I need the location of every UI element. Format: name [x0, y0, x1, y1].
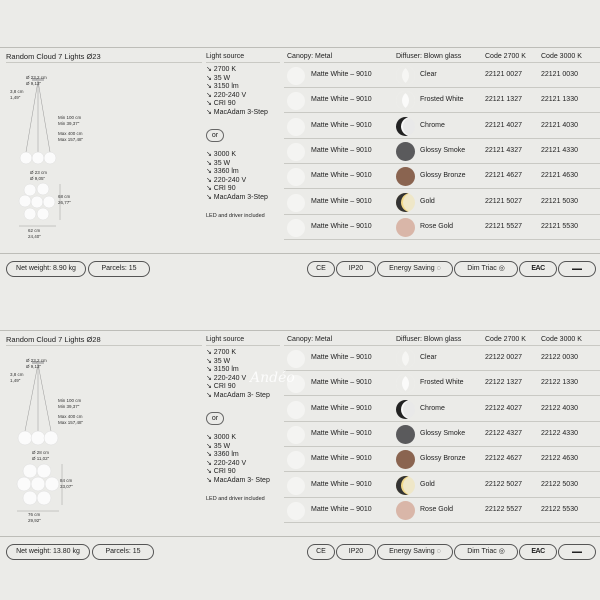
- ce-badge: CE: [307, 261, 335, 277]
- dim-triac-label: Dim Triac: [467, 548, 497, 555]
- dimmer-icon: ◎: [498, 548, 505, 555]
- header-light-source: Light source: [206, 336, 245, 343]
- led-note: LED and driver included: [206, 496, 265, 502]
- lamp-drawing-icon: [16, 345, 76, 515]
- spec-line: ↘ 3150 lm: [206, 83, 239, 91]
- footer-rule: [0, 536, 600, 537]
- diffuser-finish: Frosted White: [420, 96, 464, 104]
- spec-line: ↘ 220-240 V: [206, 374, 247, 382]
- header-code-2700: Code 2700 K: [485, 336, 526, 343]
- led-note: LED and driver included: [206, 213, 265, 219]
- dim-canopy-height: 3,8 cm 1,49": [10, 89, 24, 100]
- table-row: [284, 498, 600, 523]
- diffuser-finish: Glossy Smoke: [420, 429, 466, 437]
- code-3000: 22122 5530: [541, 505, 578, 513]
- section-top-rule: [0, 47, 600, 48]
- canopy-finish: Matte White – 9010: [311, 354, 372, 361]
- diffuser-swatch: [396, 66, 415, 85]
- diffuser-swatch: [396, 400, 415, 419]
- dim-canopy-height: 3,8 cm 1,49": [10, 372, 24, 383]
- diffuser-finish: Glossy Bronze: [420, 172, 466, 180]
- canopy-finish: Matte White – 9010: [311, 379, 372, 387]
- product-section-2: [0, 283, 600, 555]
- table-row: [284, 88, 600, 113]
- canopy-swatch: [287, 350, 305, 368]
- spec-line: ↘ CRI 90: [206, 185, 236, 193]
- spec-line: ↘ 3360 lm: [206, 451, 239, 459]
- header-canopy: Canopy: Metal: [287, 53, 333, 60]
- diffuser-finish: Clear: [420, 71, 437, 78]
- canopy-finish: Matte White – 9010: [311, 480, 372, 488]
- code-3000: 22121 4030: [541, 121, 578, 129]
- ce-badge: CE: [307, 544, 335, 560]
- canopy-swatch: [287, 426, 305, 444]
- spec-line: ↘ 3360 lm: [206, 168, 239, 176]
- eac-icon: EAC: [531, 265, 545, 272]
- header-diffuser: Diffuser: Blown glass: [396, 336, 462, 343]
- dimmer-icon: ◎: [498, 265, 505, 272]
- header-diffuser: Diffuser: Blown glass: [396, 53, 462, 60]
- header-light-source: Light source: [206, 53, 245, 60]
- spec-line: ↘ MacAdam 3- Step: [206, 391, 270, 399]
- energy-saving-label: Energy Saving: [389, 265, 435, 272]
- canopy-swatch: [287, 194, 305, 212]
- code-2700: 22121 5027: [485, 197, 522, 205]
- spec-line: ↘ 220-240 V: [206, 176, 247, 184]
- table-row: [284, 422, 600, 447]
- dim-height: 68 cm 26,77": [58, 194, 71, 205]
- row-rule: [284, 239, 600, 240]
- dim-sphere: Ø 23 cm Ø 9,05": [30, 170, 48, 181]
- dim-triac-label: Dim Triac: [467, 265, 497, 272]
- code-2700: 22121 4327: [485, 146, 522, 154]
- spec-line: ↘ MacAdam 3-Step: [206, 108, 268, 116]
- light-source-2700: [206, 66, 268, 118]
- diffuser-swatch: [396, 349, 415, 368]
- ip20-badge: IP20: [336, 261, 376, 277]
- code-2700: 22121 4627: [485, 172, 522, 180]
- spec-line: ↘ 35 W: [206, 357, 231, 365]
- canopy-finish: Matte White – 9010: [311, 222, 372, 230]
- code-2700: 22121 4027: [485, 121, 522, 129]
- table-row: [284, 473, 600, 498]
- code-2700: 22122 4327: [485, 429, 522, 437]
- dim-triac-badge: [454, 261, 518, 277]
- product-title: Random Cloud 7 Lights Ø28: [6, 335, 101, 344]
- code-3000: 22121 5530: [541, 222, 578, 230]
- dim-max: Max 400 cm Max 157,48": [58, 131, 84, 142]
- table-row: [284, 447, 600, 472]
- lamp-drawing-icon: [16, 62, 76, 232]
- diffuser-finish: Gold: [420, 480, 435, 488]
- canopy-swatch: [287, 143, 305, 161]
- canopy-finish: Matte White – 9010: [311, 146, 372, 154]
- diffuser-swatch: [396, 476, 415, 495]
- code-3000: 22122 0030: [541, 354, 578, 361]
- footer-rule: [0, 253, 600, 254]
- watermark: Andéo: [250, 370, 295, 386]
- product-title: Random Cloud 7 Lights Ø23: [6, 52, 101, 61]
- diffuser-swatch: [396, 167, 415, 186]
- canopy-swatch: [287, 92, 305, 110]
- header-code-3000: Code 3000 K: [541, 336, 582, 343]
- diffuser-finish: Chrome: [420, 404, 445, 412]
- table-row: [284, 371, 600, 396]
- code-3000: 22122 5030: [541, 480, 578, 488]
- code-2700: 22122 4627: [485, 455, 522, 463]
- light-source-3000: [206, 151, 268, 203]
- code-3000: 22122 1330: [541, 379, 578, 387]
- canopy-finish: Matte White – 9010: [311, 172, 372, 180]
- code-3000: 22121 4630: [541, 172, 578, 180]
- weee-icon: ▬▬: [572, 549, 582, 555]
- code-3000: 22122 4030: [541, 404, 578, 412]
- canopy-finish: Matte White – 9010: [311, 96, 372, 104]
- code-2700: 22122 5527: [485, 505, 522, 513]
- product-section-1: [0, 0, 600, 272]
- eac-badge: [519, 544, 557, 560]
- spec-line: ↘ 220-240 V: [206, 459, 247, 467]
- spec-line: ↘ 3000 K: [206, 151, 236, 158]
- dim-diameter-top: Ø 23,2 cm Ø 9,13": [26, 358, 47, 369]
- canopy-finish: Matte White – 9010: [311, 505, 372, 513]
- spec-line: ↘ 3150 lm: [206, 366, 239, 374]
- parcels-badge: Parcels: 15: [88, 261, 150, 277]
- canopy-swatch: [287, 67, 305, 85]
- spec-line: ↘ MacAdam 3- Step: [206, 476, 270, 484]
- code-2700: 22122 1327: [485, 379, 522, 387]
- diffuser-swatch: [396, 425, 415, 444]
- code-3000: 22121 4330: [541, 146, 578, 154]
- diffuser-swatch: [396, 218, 415, 237]
- table-row: [284, 63, 600, 88]
- row-rule: [284, 522, 600, 523]
- weee-badge: [558, 261, 596, 277]
- code-3000: 22122 4630: [541, 455, 578, 463]
- spec-line: ↘ 35 W: [206, 442, 231, 450]
- spec-line: ↘ 2700 K: [206, 66, 236, 73]
- table-row: [284, 397, 600, 422]
- diffuser-swatch: [396, 91, 415, 110]
- code-2700: 22122 4027: [485, 404, 522, 412]
- spec-line: ↘ 2700 K: [206, 349, 236, 356]
- diffuser-swatch: [396, 450, 415, 469]
- diffuser-finish: Frosted White: [420, 379, 464, 387]
- dim-max: Max 400 cm Max 157,48": [58, 414, 84, 425]
- spec-line: ↘ 220-240 V: [206, 91, 247, 99]
- canopy-finish: Matte White – 9010: [311, 71, 372, 78]
- canopy-swatch: [287, 502, 305, 520]
- net-weight-badge: Net weight: 8.90 kg: [6, 261, 86, 277]
- eac-icon: EAC: [531, 548, 545, 555]
- spec-line: ↘ 35 W: [206, 74, 231, 82]
- diffuser-finish: Chrome: [420, 121, 445, 129]
- table-row: [284, 114, 600, 139]
- canopy-swatch: [287, 118, 305, 136]
- canopy-finish: Matte White – 9010: [311, 121, 372, 129]
- diffuser-finish: Glossy Smoke: [420, 146, 466, 154]
- diffuser-finish: Gold: [420, 197, 435, 205]
- table-row: [284, 346, 600, 371]
- ip20-badge: IP20: [336, 544, 376, 560]
- canopy-swatch: [287, 477, 305, 495]
- table-row: [284, 139, 600, 164]
- bulb-icon: ◌: [436, 265, 441, 272]
- spec-line: ↘ CRI 90: [206, 468, 236, 476]
- dim-diameter-top: Ø 23,2 cm Ø 9,13": [26, 75, 47, 86]
- table-row: [284, 190, 600, 215]
- or-badge: or: [206, 412, 224, 425]
- table-row: [284, 164, 600, 189]
- table-row: [284, 215, 600, 240]
- dim-height: 84 cm 33,07": [60, 478, 73, 489]
- light-source-3000: [206, 434, 270, 486]
- dim-width: 62 cm 24,40": [28, 228, 41, 239]
- dim-sphere: Ø 28 cm Ø 11,02": [32, 450, 50, 461]
- canopy-swatch: [287, 168, 305, 186]
- canopy-finish: Matte White – 9010: [311, 404, 372, 412]
- diffuser-swatch: [396, 374, 415, 393]
- code-3000: 22121 5030: [541, 197, 578, 205]
- spec-line: ↘ CRI 90: [206, 383, 236, 391]
- eac-badge: [519, 261, 557, 277]
- code-2700: 22121 5527: [485, 222, 522, 230]
- diffuser-swatch: [396, 501, 415, 520]
- weee-icon: ▬▬: [572, 266, 582, 272]
- diffuser-finish: Rose Gold: [420, 222, 454, 230]
- canopy-swatch: [287, 401, 305, 419]
- canopy-swatch: [287, 451, 305, 469]
- canopy-finish: Matte White – 9010: [311, 197, 372, 205]
- diffuser-swatch: [396, 193, 415, 212]
- spec-line: ↘ 35 W: [206, 159, 231, 167]
- light-rule: [206, 62, 280, 63]
- spec-line: ↘ MacAdam 3-Step: [206, 193, 268, 201]
- bulb-icon: ◌: [436, 548, 441, 555]
- section-top-rule: [0, 330, 600, 331]
- energy-saving-badge: [377, 544, 453, 560]
- net-weight-badge: Net weight: 13.80 kg: [6, 544, 90, 560]
- header-code-2700: Code 2700 K: [485, 53, 526, 60]
- header-canopy: Canopy: Metal: [287, 336, 333, 343]
- energy-saving-badge: [377, 261, 453, 277]
- canopy-swatch: [287, 219, 305, 237]
- diffuser-finish: Glossy Bronze: [420, 455, 466, 463]
- header-code-3000: Code 3000 K: [541, 53, 582, 60]
- weee-badge: [558, 544, 596, 560]
- dim-triac-badge: [454, 544, 518, 560]
- code-2700: 22122 5027: [485, 480, 522, 488]
- parcels-badge: Parcels: 15: [92, 544, 154, 560]
- canopy-finish: Matte White – 9010: [311, 429, 372, 437]
- diffuser-swatch: [396, 142, 415, 161]
- dim-width: 76 cm 29,92": [28, 512, 41, 523]
- or-badge: or: [206, 129, 224, 142]
- code-2700: 22121 0027: [485, 71, 522, 78]
- canopy-finish: Matte White – 9010: [311, 455, 372, 463]
- code-2700: 22121 1327: [485, 96, 522, 104]
- diffuser-swatch: [396, 117, 415, 136]
- spec-line: ↘ CRI 90: [206, 100, 236, 108]
- spec-line: ↘ 3000 K: [206, 434, 236, 441]
- code-2700: 22122 0027: [485, 354, 522, 361]
- diffuser-finish: Clear: [420, 354, 437, 361]
- code-3000: 22122 4330: [541, 429, 578, 437]
- light-rule: [206, 345, 280, 346]
- diffuser-finish: Rose Gold: [420, 505, 454, 513]
- code-3000: 22121 1330: [541, 96, 578, 104]
- dim-min: Min 100 cm Min 39,37": [58, 398, 82, 409]
- code-3000: 22121 0030: [541, 71, 578, 78]
- dim-min: Min 100 cm Min 39,37": [58, 115, 82, 126]
- energy-saving-label: Energy Saving: [389, 548, 435, 555]
